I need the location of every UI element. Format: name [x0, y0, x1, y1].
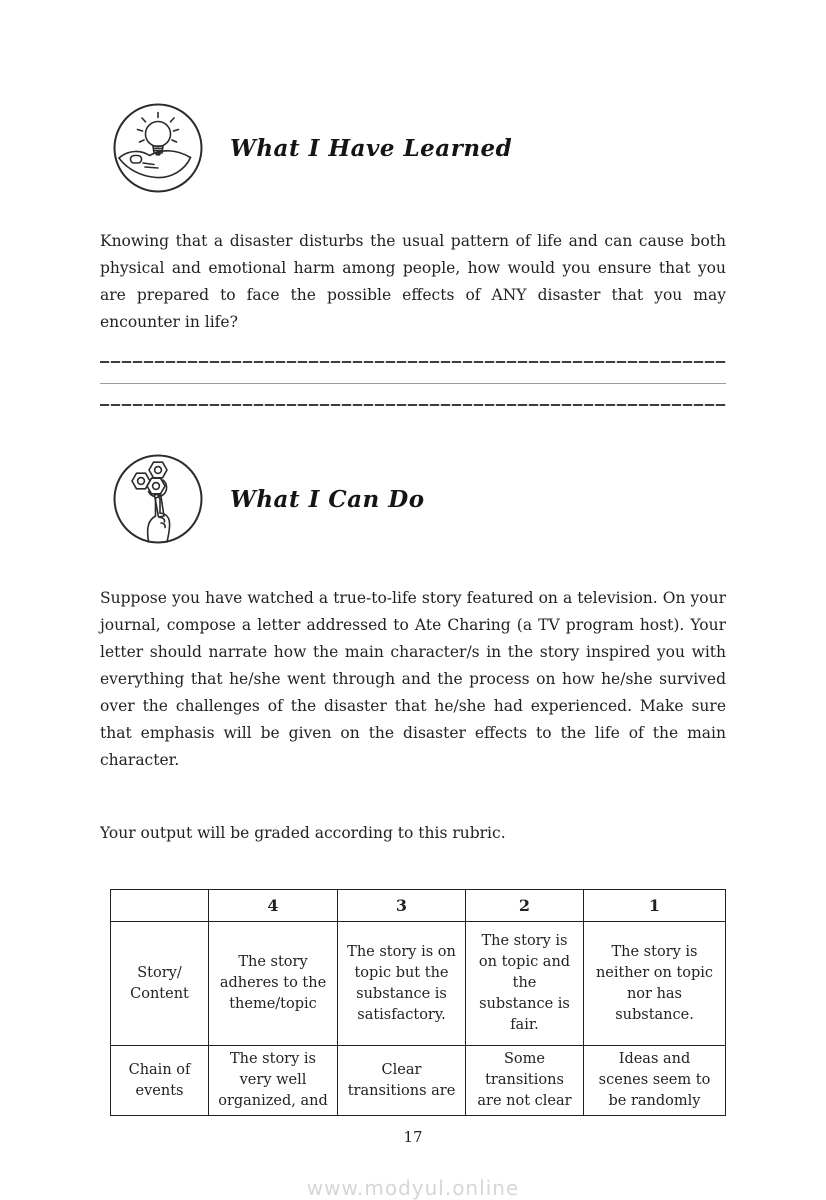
rubric-row-story-content: [111, 922, 726, 1046]
rubric-cell: The story is neither on topic nor has substance.: [584, 922, 726, 1046]
rubric-cell: Some transitions are not clear: [466, 1046, 584, 1116]
rubric-note: Your output will be graded according to this rubric.: [100, 824, 506, 842]
section-title-what-i-have-learned: What I Have Learned: [230, 134, 513, 162]
rubric-cell: Clear transitions are: [338, 1046, 466, 1116]
section-header-what-i-can-do: [100, 453, 726, 545]
rubric-cell: The story is on topic and the substance is fair.: [466, 922, 584, 1046]
learned-question-paragraph: Knowing that a disaster disturbs the usual pattern of life and can cause both physical and emotional harm among people, how would you ensure that you are prepared to face the possible effects of ANY disaster that you may encounter in life?: [100, 232, 726, 331]
section-title-what-i-can-do: What I Can Do: [230, 485, 425, 513]
watermark: www.modyul.online: [306, 1176, 520, 1200]
rubric-header-score-2: 2: [466, 890, 584, 922]
rubric-header-score-4: 4: [209, 890, 338, 922]
rubric-header-row: [111, 890, 726, 922]
rubric-header-score-1: 1: [584, 890, 726, 922]
answer-line-1: [100, 342, 726, 363]
hand-holding-wrench-icon: [112, 453, 204, 545]
rubric-table: [110, 889, 726, 1116]
rubric-cell: The story adheres to the theme/topic: [209, 922, 338, 1046]
page-number: 17: [403, 1128, 423, 1146]
rubric-row-label: Story/ Content: [111, 922, 209, 1046]
rubric-header-score-3: 3: [338, 890, 466, 922]
lightbulb-in-hand-icon: [112, 102, 204, 194]
rubric-cell: The story is very well organized, and: [209, 1046, 338, 1116]
rubric-cell: The story is on topic but the substance is satisfactory.: [338, 922, 466, 1046]
section-header-what-i-have-learned: [100, 102, 726, 194]
answer-lines: [100, 342, 726, 406]
answer-line-2: [100, 363, 726, 384]
can-do-task-paragraph: Suppose you have watched a true-to-life story featured on a television. On your journal, compose a letter addressed to Ate Charing (a TV program host). Your letter should narrate how the main character/s in the story inspired you with everything that he/she went through and the process on how he/she survived over the challenges of the disaster that he/she had experienced. Make sure that emphasis will be given on the disaster effects to the life of the main character.: [100, 589, 726, 769]
rubric-cell: Ideas and scenes seem to be randomly: [584, 1046, 726, 1116]
rubric-header-empty: [111, 890, 209, 922]
answer-line-3: [100, 384, 726, 406]
rubric-row-chain-of-events: [111, 1046, 726, 1116]
rubric-row-label: Chain of events: [111, 1046, 209, 1116]
